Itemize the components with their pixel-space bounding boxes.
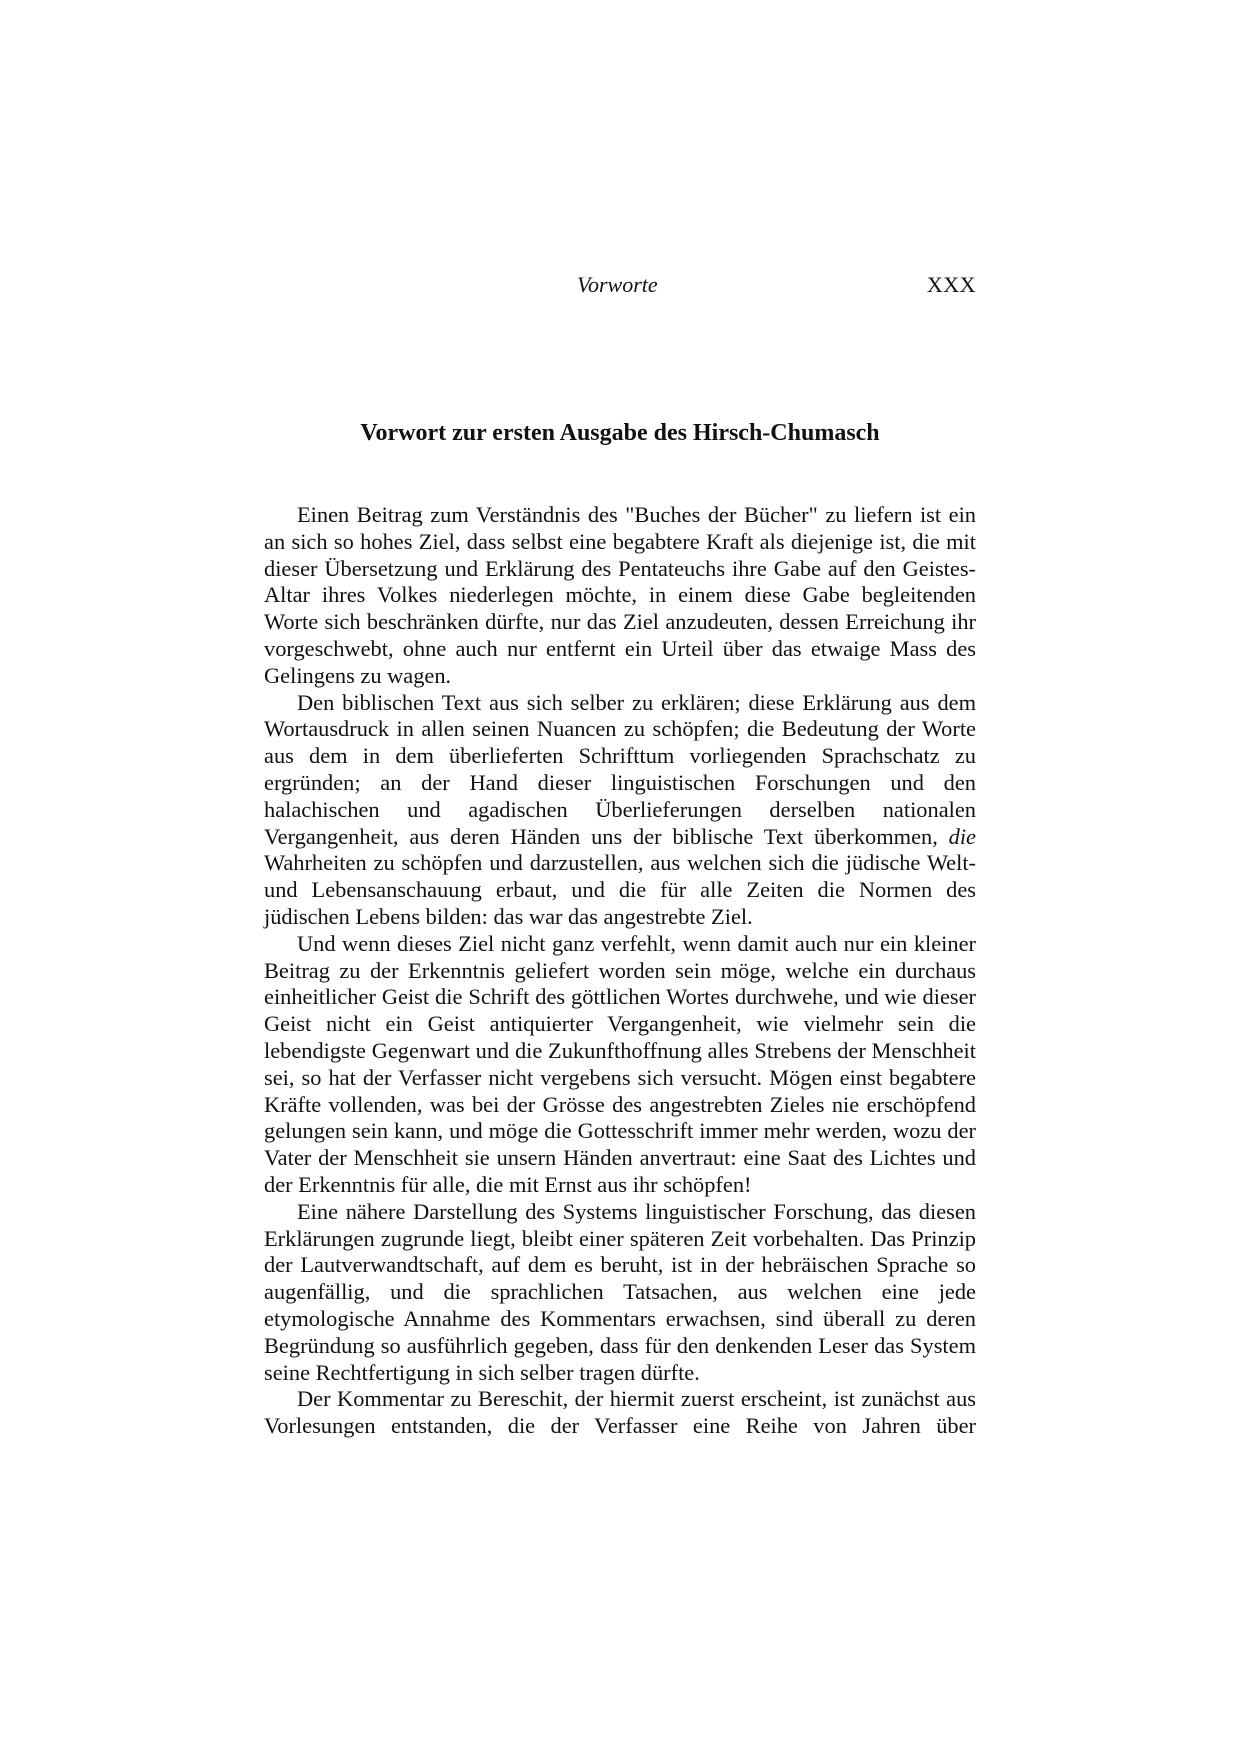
- paragraph-5: Der Kommentar zu Bereschit, der hiermit zuerst erscheint, ist zunächst aus Vorlesungen entstanden, die der Verfasser eine Reihe von Jahren über: [264, 1386, 976, 1439]
- paragraph-1: Einen Beitrag zum Verständnis des "Buches der Bücher" zu liefern ist ein an sich so hohes Ziel, dass selbst eine begabtere Kraft als diejenige ist, die mit dieser Übersetzung und Erklärung des Pentateuchs ihre Gabe auf den Geistes-Altar ihres Volkes niederlegen möchte, in einem diese Gabe begleitenden Worte sich beschränken dürfte, nur das Ziel anzudeuten, dessen Erreichung ihr vorgeschwebt, ohne auch nur entfernt ein Urteil über das etwaige Mass des Gelingens zu wagen.: [264, 502, 976, 688]
- paragraph-4: Eine nähere Darstellung des Systems linguistischer Forschung, das diesen Erklärungen zugrunde liegt, bleibt einer späteren Zeit vorbehalten. Das Prinzip der Lautverwandtschaft, auf dem es beruht, ist in der hebräischen Sprache so augenfällig, und die sprachlichen Tatsachen, aus welchen eine jede etymologische Annahme des Kommentars erwachsen, sind überall zu deren Begründung so ausführlich gegeben, dass für den denkenden Leser das System seine Rechtfertigung in sich selber tragen dürfte.: [264, 1198, 976, 1385]
- running-title: Vorworte: [577, 272, 658, 297]
- running-head: [264, 272, 976, 302]
- paragraph-2-emphasis: die: [948, 823, 976, 849]
- paragraph-2: [264, 690, 976, 931]
- body-text: [264, 502, 976, 1440]
- chapter-title: Vorwort zur ersten Ausgabe des Hirsch-Chumasch: [360, 420, 880, 446]
- page-number: XXX: [926, 272, 976, 297]
- paragraph-2-text-before: Den biblischen Text aus sich selber zu erklären; diese Erklärung aus dem Wortausdruck in allen seinen Nuancen zu schöpfen; die Bedeutung der Worte aus dem in dem überlieferten Schrifttum vorliegenden Sprachschatz zu ergründen; an der Hand dieser linguistischen Forschungen und den halachischen und agadischen Überlieferungen derselben nationalen Vergangenheit, aus deren Händen uns der biblische Text überkommen,: [264, 689, 976, 849]
- paragraph-3: Und wenn dieses Ziel nicht ganz verfehlt, wenn damit auch nur ein kleiner Beitrag zu der Erkenntnis geliefert worden sein möge, welche ein durchaus einheitlicher Geist die Schrift des göttlichen Wortes durchwehe, und wie dieser Geist nicht ein Geist antiquierter Vergangenheit, wie vielmehr sein die lebendigste Gegenwart und die Zukunfthoffnung alles Strebens der Menschheit sei, so hat der Verfasser nicht vergebens sich versucht. Mögen einst begabtere Kräfte vollenden, was bei der Grösse des angestrebten Zieles nie erschöpfend gelungen sein kann, und möge die Gottesschrift immer mehr werden, wozu der Vater der Menschheit sie unsern Händen anvertraut: eine Saat des Lichtes und der Erkenntnis für alle, die mit Ernst aus ihr schöpfen!: [264, 930, 976, 1197]
- paragraph-2-text-after: Wahrheiten zu schöpfen und darzustellen, aus welchen sich die jüdische Welt- und Lebensanschauung erbaut, und die für alle Zeiten die Normen des jüdischen Lebens bilden: das war das angestrebte Ziel.: [264, 850, 976, 929]
